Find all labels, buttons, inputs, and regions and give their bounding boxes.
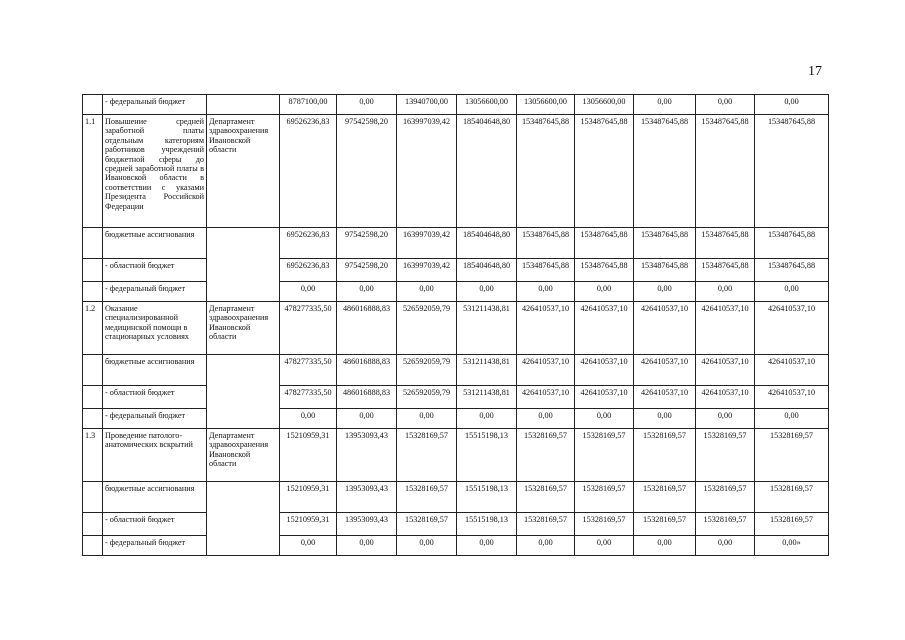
row-name: - федеральный бюджет [103, 282, 207, 302]
value-cell: 426410537,10 [755, 386, 829, 409]
table-row [83, 228, 829, 259]
value-cell: 15328169,57 [634, 429, 696, 482]
value-cell: 153487645,88 [517, 259, 575, 282]
value-cell: 69526236,83 [280, 259, 337, 282]
value-cell: 426410537,10 [696, 386, 755, 409]
value-cell: 0,00 [397, 282, 457, 302]
value-cell: 163997039,42 [397, 259, 457, 282]
value-cell: 0,00» [755, 536, 829, 556]
value-cell: 426410537,10 [755, 302, 829, 355]
row-index [83, 513, 103, 536]
row-name: - областной бюджет [103, 386, 207, 409]
budget-table [82, 94, 829, 556]
table-row [83, 302, 829, 355]
value-cell: 0,00 [696, 282, 755, 302]
value-cell: 0,00 [696, 409, 755, 429]
value-cell: 486016888,83 [337, 386, 397, 409]
value-cell: 0,00 [634, 282, 696, 302]
value-cell: 15328169,57 [397, 429, 457, 482]
value-cell: 69526236,83 [280, 228, 337, 259]
value-cell: 13056600,00 [517, 95, 575, 115]
value-cell: 69526236,83 [280, 115, 337, 228]
value-cell: 15328169,57 [696, 429, 755, 482]
value-cell: 526592059,79 [397, 355, 457, 386]
row-department [207, 95, 280, 115]
value-cell: 15328169,57 [634, 482, 696, 513]
value-cell: 0,00 [280, 282, 337, 302]
value-cell: 15328169,57 [517, 429, 575, 482]
value-cell: 0,00 [575, 536, 634, 556]
value-cell: 0,00 [575, 282, 634, 302]
row-name: - федеральный бюджет [103, 95, 207, 115]
value-cell: 97542598,20 [337, 259, 397, 282]
value-cell: 0,00 [397, 409, 457, 429]
value-cell: 153487645,88 [696, 228, 755, 259]
value-cell: 15210959,31 [280, 482, 337, 513]
value-cell: 153487645,88 [634, 228, 696, 259]
value-cell: 426410537,10 [517, 386, 575, 409]
value-cell: 163997039,42 [397, 228, 457, 259]
page-number: 17 [808, 64, 822, 79]
value-cell: 0,00 [696, 536, 755, 556]
value-cell: 0,00 [337, 282, 397, 302]
value-cell: 0,00 [457, 409, 517, 429]
table-row [83, 482, 829, 513]
row-name: Проведение патолого-анатомических вскрытий [103, 429, 207, 482]
value-cell: 185404648,80 [457, 259, 517, 282]
row-index [83, 228, 103, 259]
row-index [83, 282, 103, 302]
value-cell: 426410537,10 [634, 302, 696, 355]
value-cell: 153487645,88 [755, 259, 829, 282]
value-cell: 426410537,10 [517, 355, 575, 386]
value-cell: 426410537,10 [575, 386, 634, 409]
row-department: Департамент здравоохранения Ивановской области [207, 429, 280, 482]
value-cell: 486016888,83 [337, 302, 397, 355]
value-cell: 0,00 [755, 95, 829, 115]
row-name: бюджетные ассигнования [103, 228, 207, 259]
value-cell: 15328169,57 [755, 513, 829, 536]
value-cell: 0,00 [755, 409, 829, 429]
value-cell: 15328169,57 [517, 482, 575, 513]
value-cell: 153487645,88 [634, 115, 696, 228]
value-cell: 0,00 [575, 409, 634, 429]
value-cell: 0,00 [457, 536, 517, 556]
row-name: бюджетные ассигнования [103, 482, 207, 513]
value-cell: 15328169,57 [397, 513, 457, 536]
value-cell: 426410537,10 [634, 355, 696, 386]
value-cell: 478277335,50 [280, 302, 337, 355]
value-cell: 13953093,43 [337, 513, 397, 536]
value-cell: 153487645,88 [517, 228, 575, 259]
table-row [83, 115, 829, 228]
value-cell: 15328169,57 [397, 482, 457, 513]
value-cell: 153487645,88 [575, 259, 634, 282]
row-index [83, 355, 103, 386]
value-cell: 185404648,80 [457, 228, 517, 259]
table-row [83, 386, 829, 409]
value-cell: 13953093,43 [337, 429, 397, 482]
value-cell: 15328169,57 [575, 513, 634, 536]
value-cell: 153487645,88 [696, 115, 755, 228]
value-cell: 426410537,10 [696, 302, 755, 355]
value-cell: 478277335,50 [280, 386, 337, 409]
value-cell: 15328169,57 [575, 482, 634, 513]
row-department [207, 355, 280, 429]
row-index: 1.2 [83, 302, 103, 355]
value-cell: 426410537,10 [517, 302, 575, 355]
table-row [83, 536, 829, 556]
value-cell: 531211438,81 [457, 355, 517, 386]
value-cell: 0,00 [696, 95, 755, 115]
value-cell: 531211438,81 [457, 386, 517, 409]
row-name: Повышение средней заработной платы отдельным категориям работников учреждений бюджетной сферы до средней заработной платы в Ивановской области в соответствии с указами Президента Российской Федерации [103, 115, 207, 228]
value-cell: 153487645,88 [575, 228, 634, 259]
value-cell: 153487645,88 [755, 115, 829, 228]
value-cell: 13953093,43 [337, 482, 397, 513]
value-cell: 163997039,42 [397, 115, 457, 228]
value-cell: 15328169,57 [696, 482, 755, 513]
value-cell: 0,00 [634, 95, 696, 115]
value-cell: 426410537,10 [575, 302, 634, 355]
value-cell: 15328169,57 [755, 429, 829, 482]
value-cell: 15328169,57 [634, 513, 696, 536]
value-cell: 0,00 [280, 409, 337, 429]
value-cell: 0,00 [634, 409, 696, 429]
value-cell: 15515198,13 [457, 513, 517, 536]
row-department: Департамент здравоохранения Ивановской области [207, 302, 280, 355]
value-cell: 426410537,10 [755, 355, 829, 386]
value-cell: 15328169,57 [696, 513, 755, 536]
row-index [83, 386, 103, 409]
value-cell: 13056600,00 [457, 95, 517, 115]
table-row [83, 282, 829, 302]
value-cell: 8787100,00 [280, 95, 337, 115]
row-index: 1.3 [83, 429, 103, 482]
value-cell: 153487645,88 [517, 115, 575, 228]
table-row [83, 513, 829, 536]
value-cell: 0,00 [634, 536, 696, 556]
row-name: бюджетные ассигнования [103, 355, 207, 386]
value-cell: 526592059,79 [397, 302, 457, 355]
row-index: 1.1 [83, 115, 103, 228]
table-row [83, 355, 829, 386]
value-cell: 13056600,00 [575, 95, 634, 115]
value-cell: 15328169,57 [575, 429, 634, 482]
value-cell: 0,00 [397, 536, 457, 556]
value-cell: 15515198,13 [457, 482, 517, 513]
row-index [83, 536, 103, 556]
value-cell: 185404648,80 [457, 115, 517, 228]
row-index [83, 95, 103, 115]
value-cell: 0,00 [337, 95, 397, 115]
value-cell: 153487645,88 [575, 115, 634, 228]
value-cell: 0,00 [755, 282, 829, 302]
value-cell: 153487645,88 [755, 228, 829, 259]
table-row [83, 259, 829, 282]
row-index [83, 259, 103, 282]
value-cell: 97542598,20 [337, 115, 397, 228]
row-department [207, 228, 280, 302]
value-cell: 15210959,31 [280, 429, 337, 482]
value-cell: 486016888,83 [337, 355, 397, 386]
row-name: - областной бюджет [103, 259, 207, 282]
value-cell: 426410537,10 [575, 355, 634, 386]
row-name: - федеральный бюджет [103, 536, 207, 556]
value-cell: 15328169,57 [755, 482, 829, 513]
value-cell: 0,00 [517, 409, 575, 429]
value-cell: 531211438,81 [457, 302, 517, 355]
value-cell: 153487645,88 [696, 259, 755, 282]
row-name: - федеральный бюджет [103, 409, 207, 429]
value-cell: 15515198,13 [457, 429, 517, 482]
row-department: Департамент здравоохранения Ивановской области [207, 115, 280, 228]
row-index [83, 482, 103, 513]
value-cell: 0,00 [337, 409, 397, 429]
value-cell: 0,00 [457, 282, 517, 302]
table-row [83, 429, 829, 482]
value-cell: 478277335,50 [280, 355, 337, 386]
value-cell: 0,00 [517, 282, 575, 302]
value-cell: 15328169,57 [517, 513, 575, 536]
row-name: Оказание специализированной медицинской помощи в стационарных условиях [103, 302, 207, 355]
value-cell: 13940700,00 [397, 95, 457, 115]
row-department [207, 482, 280, 556]
value-cell: 426410537,10 [634, 386, 696, 409]
table-row [83, 95, 829, 115]
value-cell: 97542598,20 [337, 228, 397, 259]
table-row [83, 409, 829, 429]
value-cell: 153487645,88 [634, 259, 696, 282]
value-cell: 15210959,31 [280, 513, 337, 536]
value-cell: 0,00 [280, 536, 337, 556]
row-name: - областной бюджет [103, 513, 207, 536]
table-body [83, 95, 829, 556]
row-index [83, 409, 103, 429]
value-cell: 426410537,10 [696, 355, 755, 386]
value-cell: 0,00 [517, 536, 575, 556]
value-cell: 0,00 [337, 536, 397, 556]
value-cell: 526592059,79 [397, 386, 457, 409]
